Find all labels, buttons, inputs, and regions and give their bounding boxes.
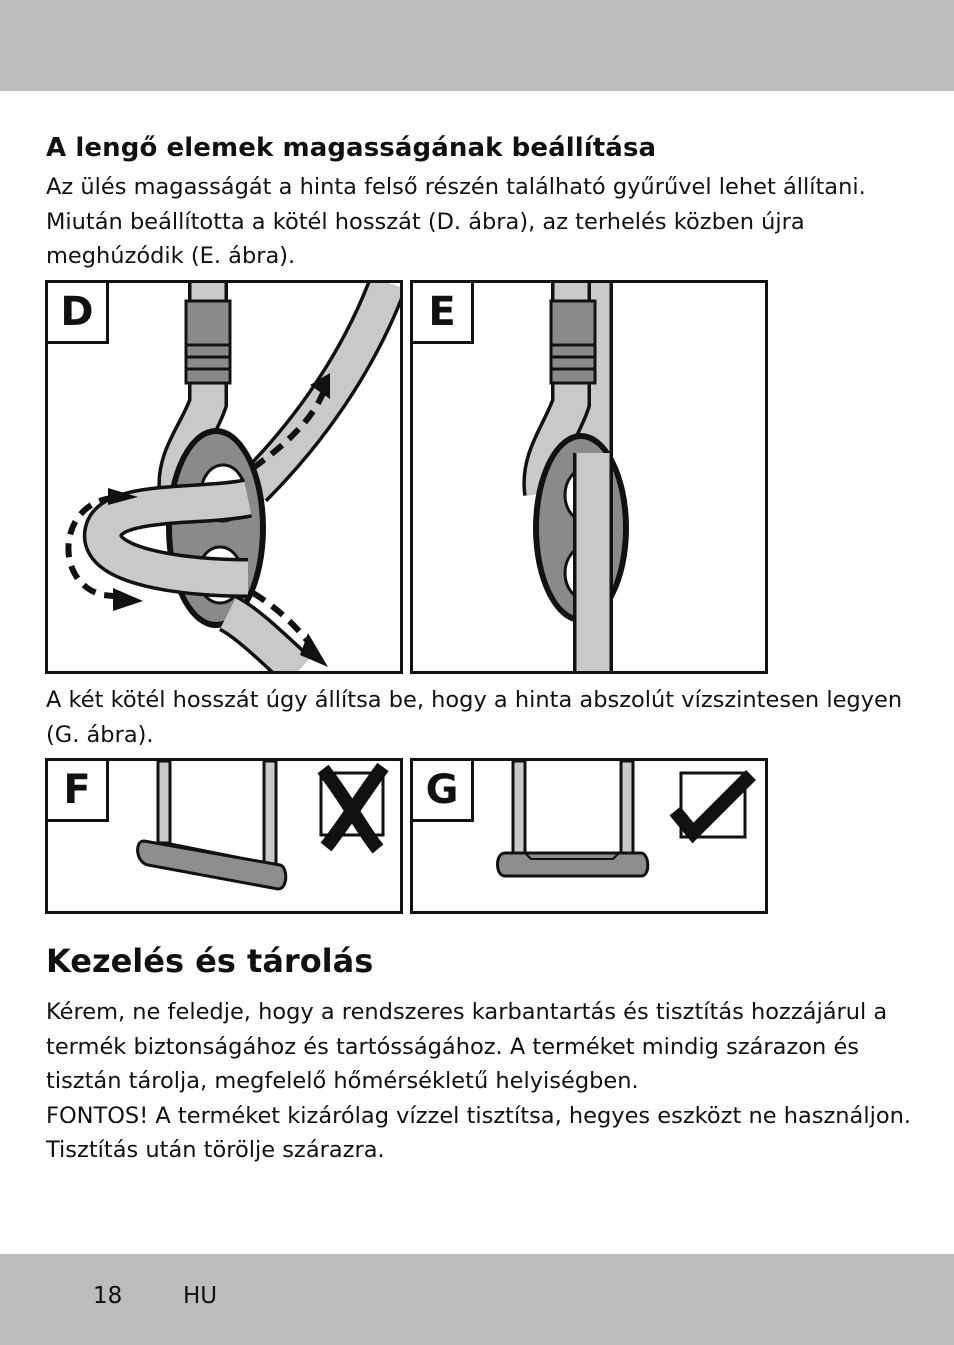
footer-band	[0, 1254, 954, 1345]
figure-e	[410, 280, 768, 674]
header-band	[0, 0, 954, 91]
figure-label-g: G	[413, 761, 474, 822]
section-heading-height-adjust: A lengő elemek magasságának beállítása	[46, 133, 657, 163]
check-icon	[675, 773, 751, 837]
paragraph-height-adjust: Az ülés magasságát a hinta felső részén található gyűrűvel lehet állítani. Miután beállította a kötél hosszát (D. ábra), az terhelés közben újra meghúzódik (E. ábra).	[46, 174, 866, 269]
care-storage-text: Kérem, ne feledje, hogy a rendszeres karbantartás és tisztítás hozzájárul a termék biztonságához és tartósságához. A terméket mindig szárazon és tisztán tárolja, megfelelő hőmérsékletű helyiségben.	[46, 999, 888, 1094]
figure-f	[45, 758, 403, 914]
figure-d	[45, 280, 403, 674]
figure-label-d: D	[48, 283, 109, 344]
section-heading-care-storage: Kezelés és tárolás	[46, 942, 374, 980]
page-number: 18	[93, 1283, 123, 1309]
paragraph-level-instruction: A két kötél hosszát úgy állítsa be, hogy a hinta abszolút vízszintesen legyen (G. ábra).	[46, 687, 903, 748]
cross-icon	[321, 767, 383, 849]
figure-label-f: F	[48, 761, 109, 822]
figure-label-e: E	[413, 283, 474, 344]
paragraph-care-storage	[46, 995, 916, 1168]
figure-g	[410, 758, 768, 914]
language-code: HU	[183, 1283, 218, 1309]
important-cleaning-text: FONTOS! A terméket kizárólag vízzel tisztítsa, hegyes eszközt ne használjon. Tisztítás után törölje szárazra.	[46, 1102, 912, 1163]
